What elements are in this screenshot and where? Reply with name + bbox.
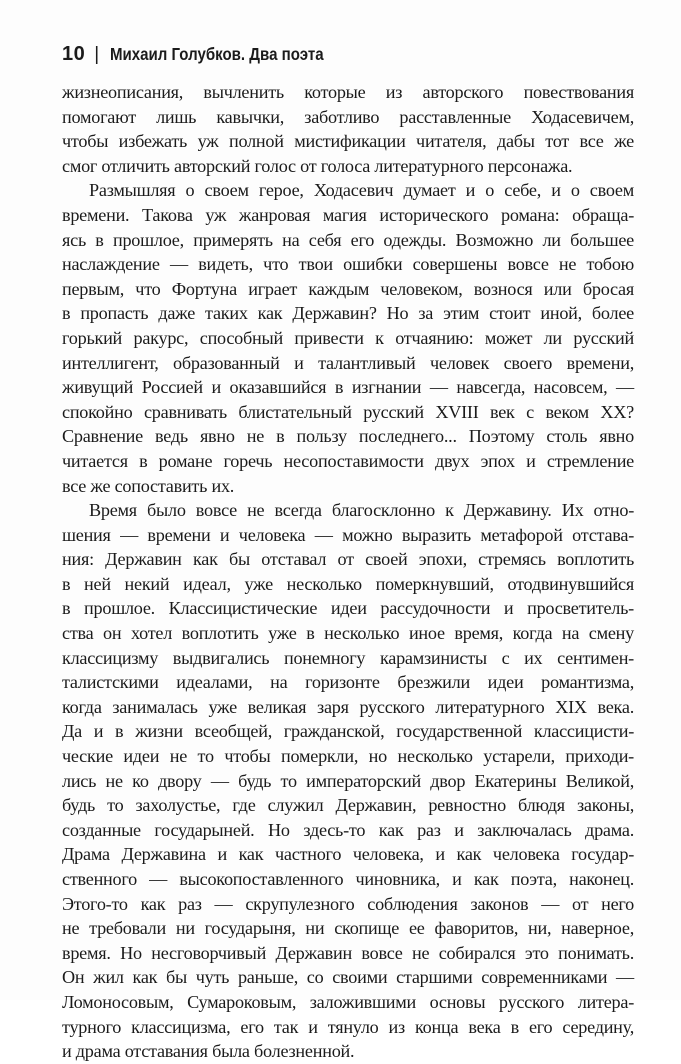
text-line: созданные государыней. Но здесь-то как раз и заключалась драма. (62, 819, 634, 840)
text-line: турного классицизма, его так и тянуло из конца века в его середину, (62, 1016, 634, 1037)
text-line: Ломоносовым, Сумароковым, заложившими основы русского литера- (62, 991, 634, 1012)
text-line: жизнеописания, вычленить которые из авторского повествования (62, 82, 634, 102)
text-line: Да и в жизни всеобщей, гражданской, государственной классицисти- (62, 721, 634, 742)
text-line: читается в романе горечь несопоставимости двух эпох и стремление (62, 450, 634, 471)
text-line: время. Но несговорчивый Державин вовсе не собирался это понимать. (62, 942, 634, 963)
text-line: ства он хотел воплотить уже в несколько иное время, когда на смену (62, 623, 634, 644)
text-line: Время было вовсе не всегда благосклонно к Державину. Их отно- (89, 500, 634, 521)
text-line: ния: Державин как бы отставал от своей эпохи, стремясь воплотить (62, 549, 634, 570)
paragraph (62, 80, 634, 178)
text-line: спокойно сравнивать блистательный русский XVIII век с веком XX? (62, 401, 634, 422)
text-line: и драма отставания была болезненной. (62, 1041, 355, 1062)
text-line: наслаждение — видеть, что твои ошибки совершены вовсе не тобою (62, 254, 634, 275)
text-line: чтобы избежать уж полной мистификации читателя, дабы тот все же (62, 131, 634, 152)
text-line: Этого-то как раз — скрупулезного соблюдения законов — от него (62, 893, 634, 914)
text-line: живущий Россией и оказавшийся в изгнании — навсегда, насовсем, — (62, 377, 634, 398)
text-line: интеллигент, образованный и талантливый человек своего времени, (62, 352, 634, 373)
running-head (62, 43, 359, 67)
text-line: помогают лишь кавычки, заботливо расставленные Ходасевичем, (62, 106, 634, 127)
text-line: когда занималась уже великая заря русского литературного XIX века. (62, 696, 634, 717)
text-line: в прошлое. Классицистические идеи рассудочности и просветитель- (62, 598, 634, 619)
text-line: времени. Такова уж жанровая магия исторического романа: обраща- (62, 204, 634, 225)
text-line: ясь в прошлое, примерять на себя его одежды. Возможно ли большее (62, 229, 634, 250)
text-line: ческие идеи не то чтобы померкли, но несколько устарели, приходи- (62, 746, 634, 767)
text-line: Он жил как бы чуть раньше, со своими старшими современниками — (62, 967, 634, 988)
text-line: талистскими идеалами, на горизонте брезжили идеи романтизма, (62, 672, 634, 693)
text-line: в пропасть даже таких как Державин? Но за этим стоит иной, более (62, 303, 634, 324)
text-line: первым, что Фортуна играет каждым человеком, вознося или бросая (62, 278, 634, 299)
paragraph (62, 178, 634, 498)
text-line: ственного — высокопоставленного чиновника, и как поэта, наконец. (62, 869, 634, 889)
running-title: Михаил Голубков. Два поэта (110, 44, 324, 64)
page-number: 10 (62, 43, 86, 65)
text-line: в ней некий идеал, уже несколько померкнувший, отодвинувшийся (62, 573, 634, 594)
text-line: Драма Державина и как частного человека, и как человека государ- (62, 844, 634, 865)
text-line: Размышляя о своем герое, Ходасевич думает и о себе, и о своем (89, 180, 634, 201)
paragraph (62, 498, 634, 1064)
text-line: все же сопоставить их. (62, 475, 235, 496)
text-line: шения — времени и человека — можно выразить метафорой отстава- (62, 524, 634, 545)
text-line: Сравнение ведь явно не в пользу последнего... Поэтому столь явно (62, 426, 634, 447)
body-text (62, 80, 634, 1064)
text-line: будь то захолустье, где служил Державин, ревностно блюдя законы, (62, 795, 634, 816)
text-line: не требовали ни государыня, ни скопище ее фаворитов, ни, наверное, (62, 918, 634, 939)
text-line: классицизму выдвигались понемногу карамзинисты с их сентимен- (62, 647, 634, 668)
text-line: смог отличить авторский голос от голоса литературного персонажа. (62, 155, 573, 176)
text-line: горький ракурс, способный привести к отчаянию: может ли русский (62, 327, 634, 348)
header-separator: | (94, 44, 100, 65)
text-line: лись не ко двору — будь то императорский двор Екатерины Великой, (62, 770, 634, 791)
